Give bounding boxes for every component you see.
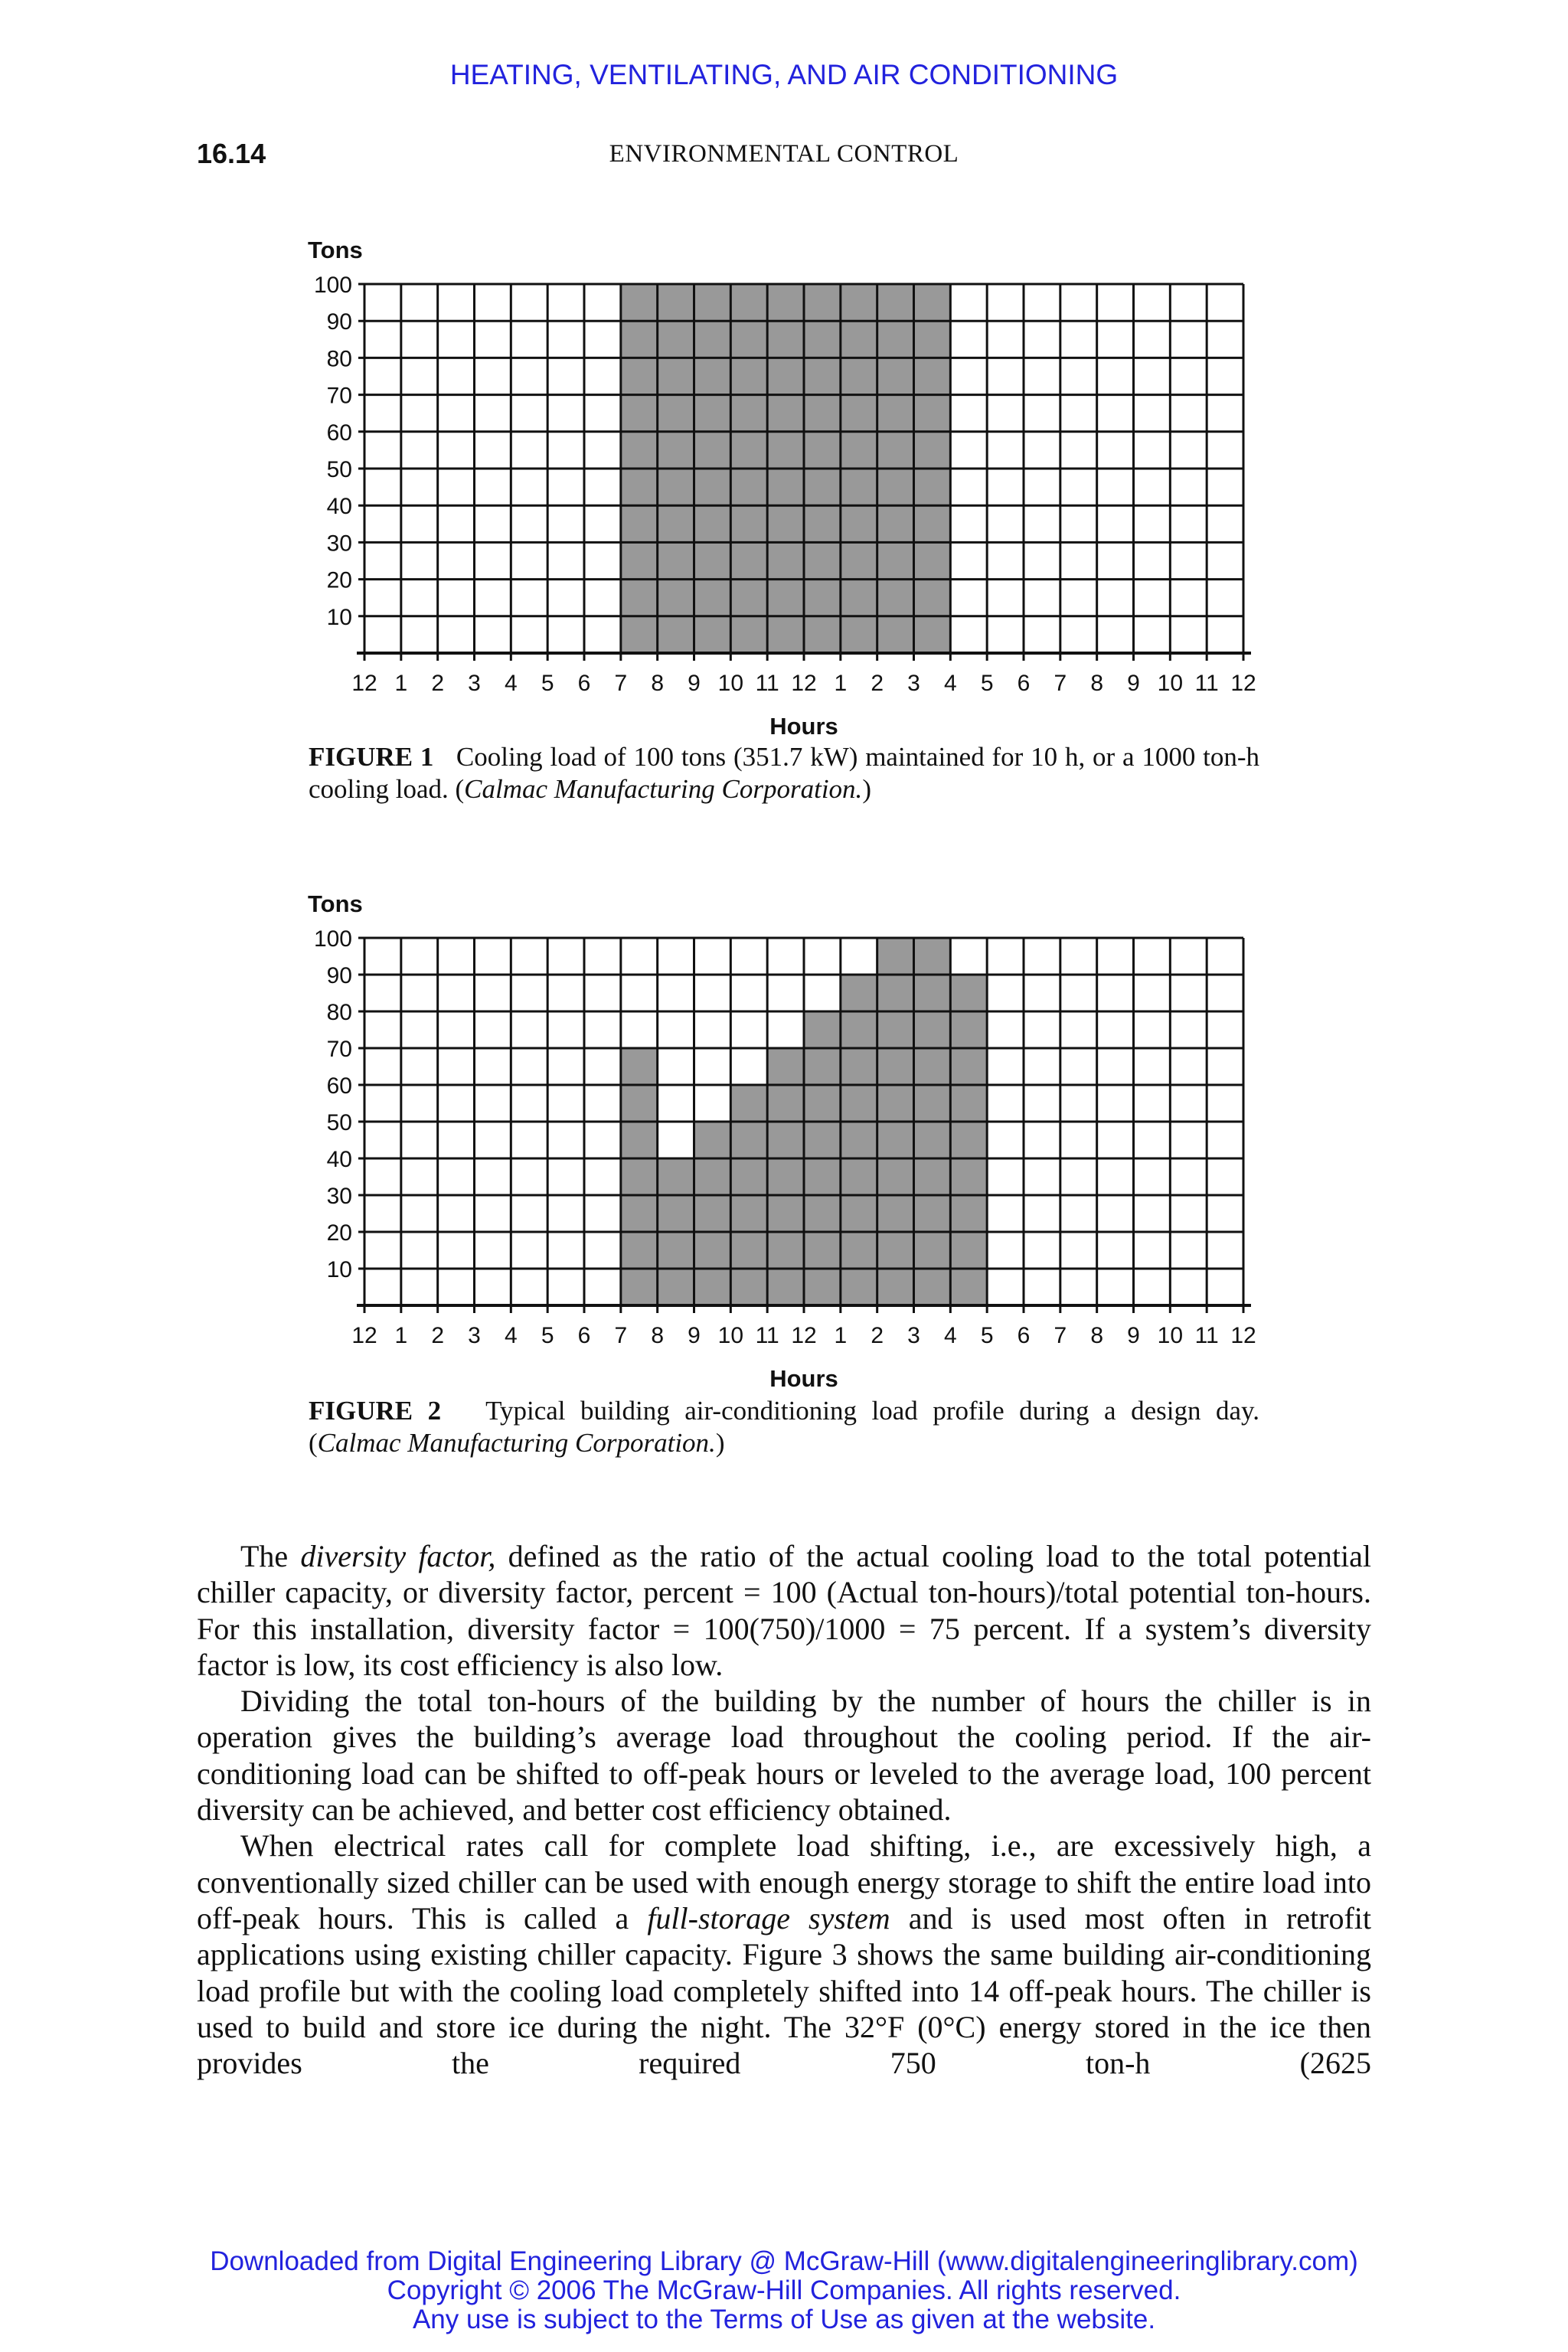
fig2-y-tick-label: 30 xyxy=(326,1184,352,1209)
footer-terms[interactable]: Any use is subject to the Terms of Use as given at the website. xyxy=(412,2305,1156,2334)
figure-1-text: Cooling load of 100 tons (351.7 kW) maintained for 10 h, or a 1000 ton-h cooling load. ( xyxy=(309,742,1260,804)
fig2-y-tick-label: 100 xyxy=(313,926,352,952)
fig1-x-tick-label: 5 xyxy=(541,671,554,696)
fig2-y-tick-label: 50 xyxy=(326,1110,352,1135)
running-header[interactable]: HEATING, VENTILATING, AND AIR CONDITIONING xyxy=(449,59,1119,90)
p1-term: diversity factor, xyxy=(300,1539,496,1573)
fig2-bar xyxy=(950,975,987,1305)
p1-start: The xyxy=(240,1539,301,1573)
fig1-y-axis-title: Tons xyxy=(308,237,363,263)
fig2-x-tick-label: 1 xyxy=(834,1323,848,1348)
fig1-x-tick-label: 8 xyxy=(651,671,665,696)
figure-2-text: Typical building air-conditioning load profile during a design day. ( xyxy=(309,1396,1259,1458)
fig1-y-tick-label: 90 xyxy=(326,309,352,335)
section-title: ENVIRONMENTAL CONTROL xyxy=(609,140,959,168)
fig1-x-tick-label: 12 xyxy=(1230,671,1256,696)
figure-1-label: FIGURE 1 xyxy=(309,742,434,772)
figure-2-label: FIGURE 2 xyxy=(309,1396,442,1426)
paragraph-full-storage xyxy=(197,1828,1371,2081)
fig2-x-tick-label: 10 xyxy=(1157,1323,1184,1348)
fig1-x-tick-label: 9 xyxy=(688,671,701,696)
figure-2-close: ) xyxy=(715,1428,725,1458)
fig2-x-tick-label: 12 xyxy=(1230,1323,1256,1348)
footer-download-link[interactable]: Downloaded from Digital Engineering Library @ McGraw-Hill (www.digitalengineeringlibrary.com) xyxy=(210,2246,1358,2276)
fig1-y-tick-label: 50 xyxy=(326,457,352,482)
body-text xyxy=(197,1538,1371,2081)
fig1-x-tick-label: 6 xyxy=(1017,671,1031,696)
fig1-x-tick-label: 2 xyxy=(431,671,445,696)
fig2-y-tick-label: 70 xyxy=(326,1037,352,1062)
fig2-y-tick-label: 40 xyxy=(326,1147,352,1172)
fig2-bar xyxy=(621,1048,658,1305)
fig2-bar xyxy=(841,975,877,1305)
footer xyxy=(0,2247,1568,2334)
fig1-y-tick-label: 60 xyxy=(326,420,352,446)
fig2-x-tick-label: 6 xyxy=(577,1323,591,1348)
fig2-y-tick-label: 80 xyxy=(326,1000,352,1025)
fig1-x-tick-label: 4 xyxy=(943,671,957,696)
fig2-x-tick-label: 6 xyxy=(1017,1323,1031,1348)
fig1-x-tick-label: 2 xyxy=(871,671,884,696)
fig2-x-tick-label: 3 xyxy=(907,1323,920,1348)
paragraph-average-load: Dividing the total ton-hours of the building by the number of hours the chiller is in operation gives the building’s average load throughout the cooling period. If the air-conditioning load can be shifted to off-peak hours or leveled to the average load, 100 percent diversity can be achieved, and better cost efficiency obtained. xyxy=(197,1684,1371,1828)
fig2-y-tick-label: 20 xyxy=(326,1220,352,1246)
fig2-x-tick-label: 1 xyxy=(394,1323,408,1348)
fig1-x-tick-label: 12 xyxy=(351,671,377,696)
fig2-x-tick-label: 7 xyxy=(614,1323,628,1348)
fig2-x-tick-label: 11 xyxy=(1194,1323,1219,1348)
fig1-x-tick-label: 12 xyxy=(791,671,817,696)
fig1-y-tick-label: 10 xyxy=(326,604,352,630)
p1-rest: defined as the ratio of the actual cooling load to the total potential chiller capacity, or diversity factor, percent = 100 (Actual ton-hours)/total potential ton-hours. For this installation, diversity factor = 100(750)/1000 = 75 percent. If a system’s diversity factor is low, its cost efficiency is also low. xyxy=(197,1539,1371,1682)
fig2-x-tick-label: 8 xyxy=(651,1323,665,1348)
fig2-x-tick-label: 12 xyxy=(791,1323,817,1348)
fig1-x-tick-label: 6 xyxy=(577,671,591,696)
figure-1-credit: Calmac Manufacturing Corporation. xyxy=(464,774,863,804)
fig1-x-tick-label: 3 xyxy=(907,671,920,696)
fig1-x-tick-label: 1 xyxy=(834,671,848,696)
fig1-x-tick-label: 10 xyxy=(717,671,744,696)
fig1-y-tick-label: 20 xyxy=(326,567,352,593)
page-number: 16.14 xyxy=(197,138,266,169)
fig2-y-tick-label: 60 xyxy=(326,1073,352,1099)
fig2-x-axis-title: Hours xyxy=(769,1365,838,1392)
fig2-x-tick-label: 10 xyxy=(717,1323,744,1348)
fig1-y-tick-label: 80 xyxy=(326,346,352,372)
fig2-x-tick-label: 4 xyxy=(504,1323,518,1348)
fig2-x-tick-label: 7 xyxy=(1054,1323,1067,1348)
p3-rest: and is used most often in retrofit applications using existing chiller capacity. Figure 3 shows the same building air-conditioning load profile but with the cooling load completely shifted into 14 off-peak hours. The chiller is used to build and store ice during the night. The 32°F (0°C) energy stored in the ice then provides the required 750 ton-h (2625 xyxy=(197,1900,1372,2081)
fig2-x-tick-label: 5 xyxy=(980,1323,994,1348)
fig2-x-tick-label: 11 xyxy=(755,1323,779,1348)
footer-copyright: Copyright © 2006 The McGraw-Hill Companies. All rights reserved. xyxy=(387,2275,1181,2305)
fig2-y-tick-label: 90 xyxy=(326,963,352,988)
figure-2-caption xyxy=(309,1395,1259,1459)
fig1-x-tick-label: 10 xyxy=(1157,671,1184,696)
paragraph-diversity-factor xyxy=(197,1538,1371,1683)
fig1-x-tick-label: 11 xyxy=(755,671,779,696)
fig1-x-tick-label: 11 xyxy=(1194,671,1219,696)
fig2-x-tick-label: 4 xyxy=(943,1323,957,1348)
fig1-x-tick-label: 8 xyxy=(1090,671,1104,696)
fig2-x-tick-label: 9 xyxy=(1127,1323,1140,1348)
p3-term: full-storage system xyxy=(647,1900,890,1936)
fig1-x-tick-label: 5 xyxy=(980,671,994,696)
fig1-x-tick-label: 3 xyxy=(468,671,481,696)
fig1-x-tick-label: 4 xyxy=(504,671,518,696)
fig1-y-tick-label: 70 xyxy=(326,383,352,409)
fig1-x-axis-title: Hours xyxy=(769,713,838,740)
fig2-bar xyxy=(767,1048,804,1305)
fig2-x-tick-label: 2 xyxy=(431,1323,445,1348)
fig1-y-tick-label: 40 xyxy=(326,494,352,520)
fig1-x-tick-label: 1 xyxy=(394,671,408,696)
fig1-y-tick-label: 100 xyxy=(313,273,352,298)
figure-1-close: ) xyxy=(862,774,871,804)
fig2-x-tick-label: 5 xyxy=(541,1323,554,1348)
figure-2-credit: Calmac Manufacturing Corporation. xyxy=(317,1428,716,1458)
fig2-y-tick-label: 10 xyxy=(326,1257,352,1282)
fig1-y-tick-label: 30 xyxy=(326,531,352,557)
fig1-x-tick-label: 9 xyxy=(1127,671,1140,696)
fig1-x-tick-label: 7 xyxy=(1054,671,1067,696)
fig2-x-tick-label: 9 xyxy=(688,1323,701,1348)
fig2-bar xyxy=(694,1122,731,1305)
fig2-x-tick-label: 3 xyxy=(468,1323,481,1348)
fig2-x-tick-label: 8 xyxy=(1090,1323,1104,1348)
fig2-y-axis-title: Tons xyxy=(308,890,363,917)
fig2-x-tick-label: 2 xyxy=(871,1323,884,1348)
fig2-x-tick-label: 12 xyxy=(351,1323,377,1348)
p3-start: When electrical rates call for complete load shifting, i.e., are excessively high, a conventionally sized chiller can be used with enough energy storage to shift the entire load into off-peak hours. This is called a xyxy=(197,1828,1371,1936)
fig1-x-tick-label: 7 xyxy=(614,671,628,696)
